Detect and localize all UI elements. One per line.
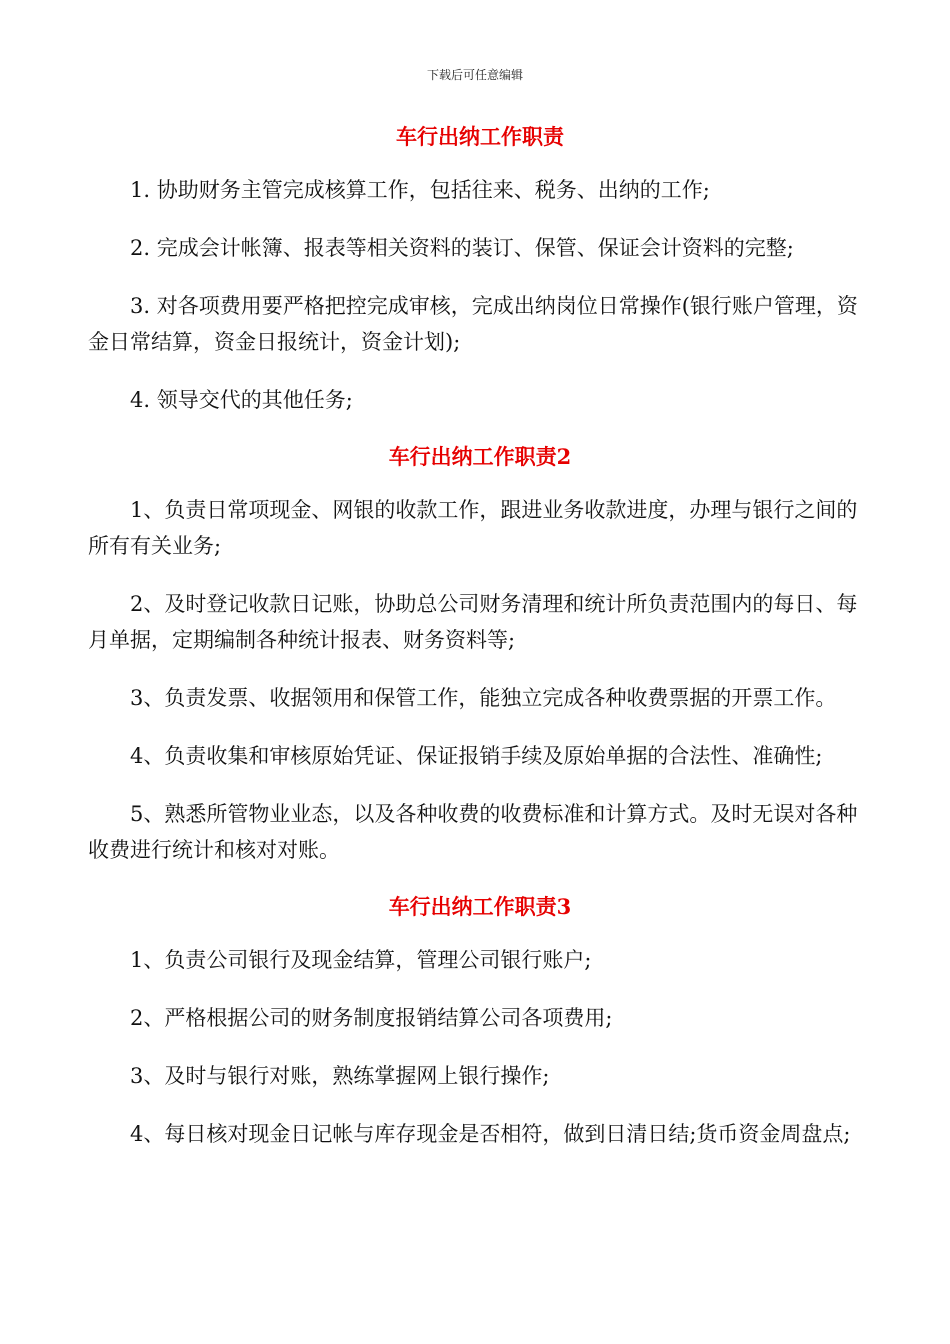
paragraph: 3、及时与银行对账，熟练掌握网上银行操作;: [130, 1064, 550, 1088]
paragraph: 1、负责日常项现金、网银的收款工作，跟进业务收款进度，办理与银行之间的所有有关业务;: [88, 498, 858, 558]
header-note: 下载后可任意编辑: [426, 68, 523, 82]
paragraph: 5、熟悉所管物业业态，以及各种收费的收费标准和计算方式。及时无误对各种收费进行统计和核对对账。: [88, 802, 858, 862]
paragraph: 2、及时登记收款日记账，协助总公司财务清理和统计所负责范围内的每日、每月单据，定期编制各种统计报表、财务资料等;: [88, 592, 858, 652]
paragraph: 3、负责发票、收据领用和保管工作，能独立完成各种收费票据的开票工作。: [130, 686, 837, 710]
paragraph: 4、负责收集和审核原始凭证、保证报销手续及原始单据的合法性、准确性;: [130, 744, 823, 768]
paragraph: 2. 完成会计帐簿、报表等相关资料的装订、保管、保证会计资料的完整;: [130, 236, 794, 260]
section-title-3: 车行出纳工作职责3: [388, 894, 572, 919]
paragraph: 4. 领导交代的其他任务;: [130, 388, 353, 412]
paragraph: 1. 协助财务主管完成核算工作，包括往来、税务、出纳的工作;: [130, 178, 710, 202]
paragraph: 4、每日核对现金日记帐与库存现金是否相符，做到日清日结;货币资金周盘点;: [130, 1122, 851, 1146]
paragraph: 3. 对各项费用要严格把控完成审核，完成出纳岗位日常操作(银行账户管理，资金日常结算，资金日报统计，资金计划);: [88, 294, 858, 354]
paragraph: 2、严格根据公司的财务制度报销结算公司各项费用;: [130, 1006, 613, 1030]
document-body: [88, 100, 872, 1174]
paragraph: 1、负责公司银行及现金结算，管理公司银行账户;: [130, 948, 592, 972]
section-title-1: 车行出纳工作职责: [396, 124, 564, 149]
section-title-2: 车行出纳工作职责2: [388, 444, 572, 469]
